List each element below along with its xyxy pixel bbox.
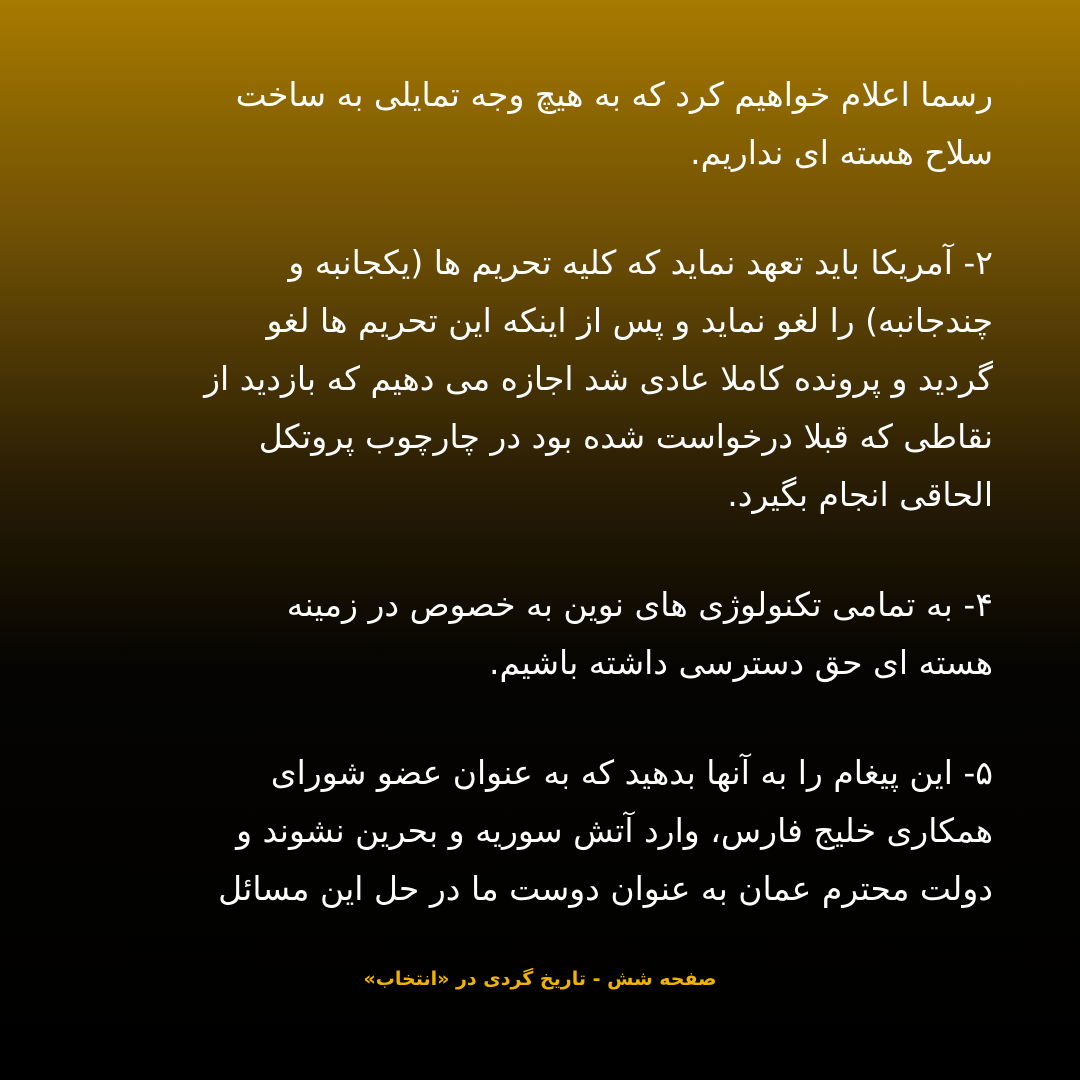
text-line: سلاح هسته ای نداریم. [690, 133, 993, 172]
text-line: ۵- این پیغام را به آنها بدهید که به عنوان عضو شورای [270, 753, 993, 792]
text-line: گردید و پرونده کاملا عادی شد اجازه می دهیم که بازدید از [204, 359, 993, 398]
text-line: دولت محترم عمان به عنوان دوست ما در حل این مسائل [218, 869, 993, 908]
text-line: همکاری خلیج فارس، وارد آتش سوریه و بحرین نشوند و [236, 811, 993, 850]
text-line: رسما اعلام خواهیم کرد که به هیچ وجه تمایلی به ساخت [235, 75, 993, 114]
text-line: ۲- آمریکا باید تعهد نماید که کلیه تحریم ها (یکجانبه و [288, 243, 993, 282]
article-body [88, 66, 993, 970]
paragraph-3 [88, 576, 993, 692]
text-line: ۴- به تمامی تکنولوژی های نوین به خصوص در زمینه [286, 585, 993, 624]
text-line: هسته ای حق دسترسی داشته باشیم. [489, 643, 993, 682]
paragraph-2 [88, 234, 993, 524]
text-line: چندجانبه) را لغو نماید و پس از اینکه این تحریم ها لغو [266, 301, 993, 340]
paragraph-1 [88, 66, 993, 182]
text-line: نقاطی که قبلا درخواست شده بود در چارچوب پروتکل [258, 417, 993, 456]
page-footer: صفحه شش - تاریخ گردی در «انتخاب» [363, 968, 717, 990]
paragraph-4 [88, 744, 993, 918]
text-line: الحاقی انجام بگیرد. [727, 475, 993, 514]
